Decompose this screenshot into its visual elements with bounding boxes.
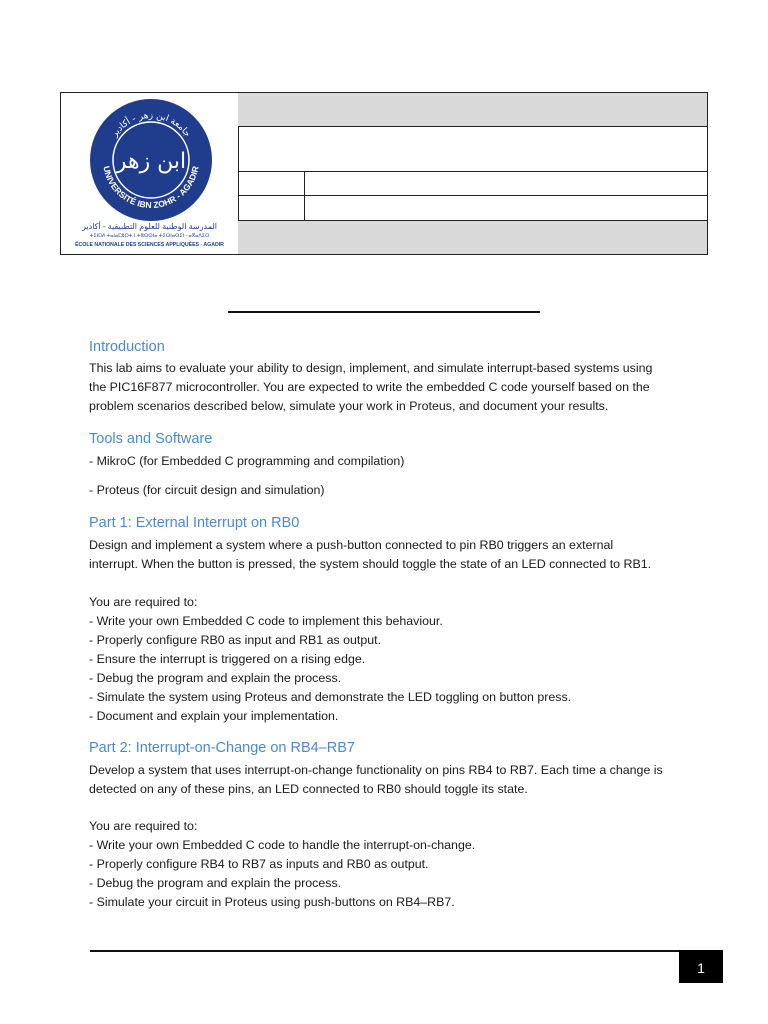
- list-item: - Debug the program and explain the process.: [89, 876, 342, 890]
- paragraph-line: interrupt. When the button is pressed, the system should toggle the state of an LED connected to RB1.: [89, 557, 652, 571]
- list-item: - Document and explain your implementation.: [89, 709, 339, 723]
- list-item: - Properly configure RB4 to RB7 as inputs and RB0 as output.: [89, 857, 429, 871]
- list-intro: You are required to:: [89, 595, 198, 609]
- list-item: - Debug the program and explain the process.: [89, 671, 342, 685]
- list-item: - Ensure the interrupt is triggered on a rising edge.: [89, 652, 366, 666]
- list-item: - Write your own Embedded C code to implement this behaviour.: [89, 614, 443, 628]
- part1-requirements: [89, 593, 571, 726]
- school-name-arabic: المدرسة الوطنية للعلوم التطبيقية - أكادير: [82, 222, 217, 231]
- part1-paragraph: [89, 536, 651, 574]
- header-shaded-row-top: [238, 93, 707, 127]
- page-number: 1: [679, 950, 723, 983]
- paragraph-line: This lab aims to evaluate your ability to design, implement, and simulate interrupt-based systems using: [89, 361, 653, 375]
- part2-requirements: [89, 817, 475, 912]
- seal-latin-text: UNIVERSITÉ IBN ZOHR - AGADIR: [101, 165, 201, 211]
- header-title-row: [238, 127, 707, 172]
- section-heading-tools: Tools and Software: [89, 431, 213, 447]
- school-name-tifinagh: ⵜⵉⵏⵎⵍ ⵜⴰⵏⴰⵎⵓⵔⵜ ⵏ ⵜⵓⵙⵙⵏⴰ ⵜⵉⵙⵏⴰⵙⵉⵏ - ⴰⴳⴰⴷⵉⵔ: [89, 233, 210, 239]
- seal-monogram: ابن زهر: [115, 149, 187, 174]
- paragraph-line: Design and implement a system where a push-button connected to pin RB0 triggers an external: [89, 538, 614, 552]
- section-heading-part2: Part 2: Interrupt-on-Change on RB4–RB7: [89, 740, 355, 756]
- list-item: - Write your own Embedded C code to handle the interrupt-on-change.: [89, 838, 476, 852]
- section-heading-introduction: Introduction: [89, 339, 165, 355]
- document-header-table: [60, 92, 708, 255]
- paragraph-line: detected on any of these pins, an LED connected to RB0 should toggle its state.: [89, 782, 528, 796]
- introduction-paragraph: [89, 359, 652, 416]
- paragraph-line: problem scenarios described below, simulate your work in Proteus, and document your results.: [89, 399, 609, 413]
- school-name-french: ÉCOLE NATIONALE DES SCIENCES APPLIQUÉES - AGADIR: [75, 242, 224, 248]
- section-heading-part1: Part 1: External Interrupt on RB0: [89, 515, 300, 531]
- paragraph-line: the PIC16F877 microcontroller. You are expected to write the embedded C code yourself based on the: [89, 380, 650, 394]
- header-field-row-1: [238, 172, 707, 196]
- title-underline: [228, 311, 540, 313]
- seal-arabic-text: جامعة ابن زهر - أكادير: [109, 110, 193, 140]
- list-intro: You are required to:: [89, 819, 198, 833]
- tool-item: - Proteus (for circuit design and simulation): [89, 483, 325, 497]
- list-item: - Simulate the system using Proteus and demonstrate the LED toggling on button press.: [89, 690, 572, 704]
- part2-paragraph: [89, 761, 663, 799]
- header-info-grid: [238, 93, 707, 254]
- footer-rule: [90, 950, 723, 952]
- list-item: - Simulate your circuit in Proteus using push-buttons on RB4–RB7.: [89, 895, 455, 909]
- header-shaded-row-bottom: [238, 221, 707, 254]
- paragraph-line: Develop a system that uses interrupt-on-change functionality on pins RB4 to RB7. Each time a change is: [89, 763, 663, 777]
- list-item: - Properly configure RB0 as input and RB1 as output.: [89, 633, 382, 647]
- logo-cell: [61, 93, 239, 254]
- university-seal-logo: [89, 98, 213, 222]
- tool-item: - MikroC (for Embedded C programming and compilation): [89, 454, 405, 468]
- header-field-row-2: [238, 196, 707, 221]
